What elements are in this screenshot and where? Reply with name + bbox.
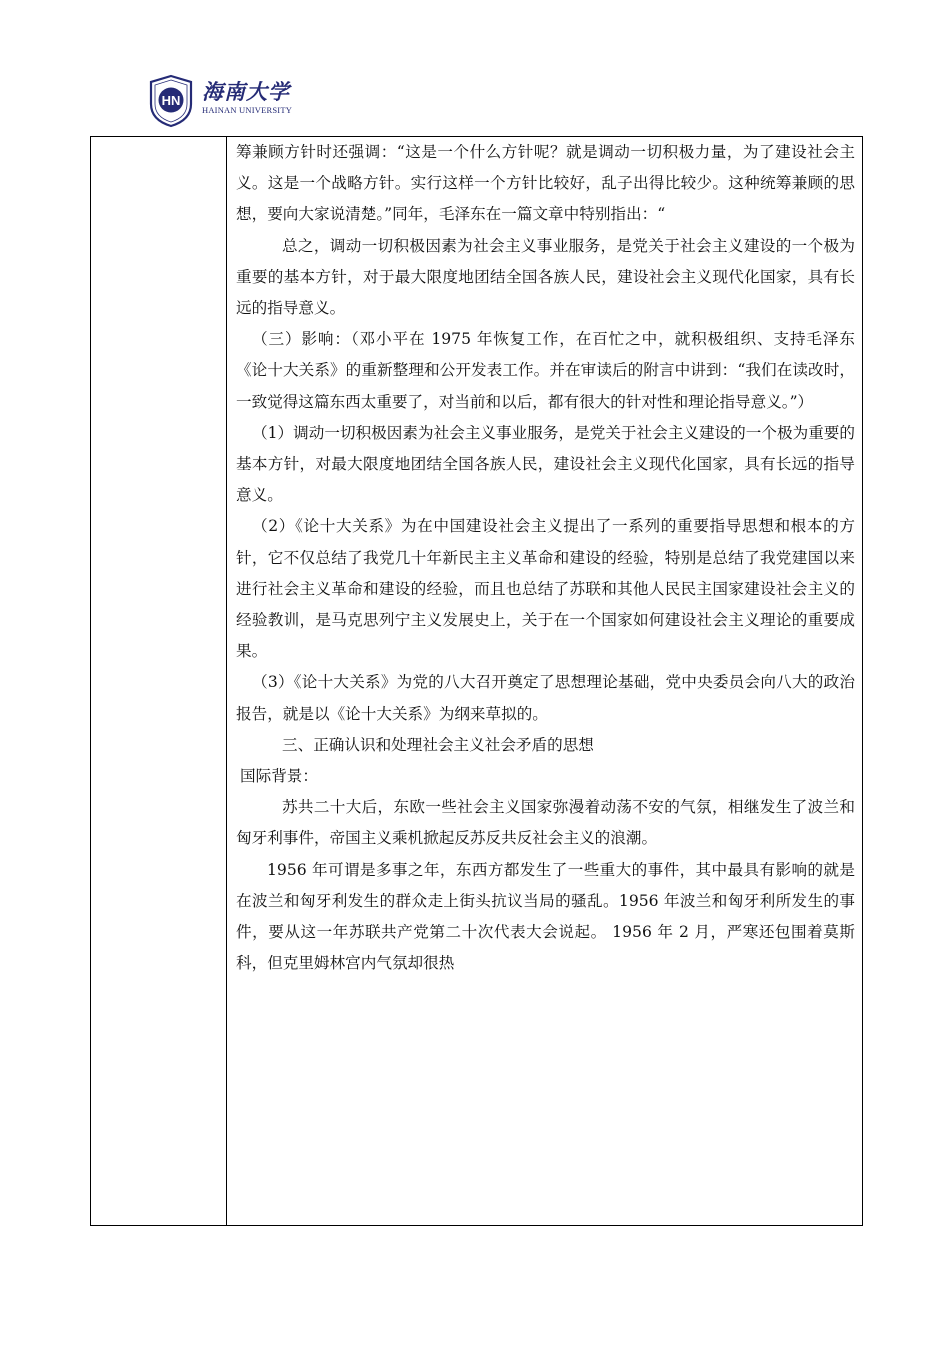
left-column-cell (91, 137, 227, 1226)
university-name-cn: 海南大学 (202, 80, 290, 104)
paragraph-2: 总之，调动一切积极因素为社会主义事业服务，是党关于社会主义建设的一个极为重要的基本方针，对于最大限度地团结全国各族人民，建设社会主义现代化国家，具有长远的指导意义。 (236, 236, 855, 318)
university-seal-icon (148, 74, 194, 128)
paragraph-3: （三）影响：（邓小平在 1975 年恢复工作，在百忙之中，就积极组织、支持毛泽东《论十大关系》的重新整理和公开发表工作。并在审读后的附言中讲到：“我们在读改时，一致觉得这篇东西太重要了，对当前和以后，都有很大的针对性和理论指导意义。”） (236, 330, 855, 411)
university-wordmark (202, 80, 292, 115)
subheading-background: 国际背景： (240, 767, 318, 786)
paragraph-5: （2）《论十大关系》为在中国建设社会主义提出了一系列的重要指导思想和根本的方针，它不仅总结了我党几十年新民主主义革命和建设的经验，特别是总结了我党建国以来进行社会主义革命和建设的经验，而且也总结了苏联和其他人民民主国家建设社会主义的经验教训，是马克思列宁主义发展史上，关于在一个国家如何建设社会主义理论的重要成果。 (236, 517, 855, 661)
document-table (90, 136, 863, 1226)
paragraph-7: 苏共二十大后，东欧一些社会主义国家弥漫着动荡不安的气氛，相继发生了波兰和匈牙利事件，帝国主义乘机掀起反苏反共反社会主义的浪潮。 (236, 798, 855, 848)
paragraph-1: 筹兼顾方针时还强调：“这是一个什么方针呢？就是调动一切积极力量，为了建设社会主义。这是一个战略方针。实行这样一个方针比较好，乱子出得比较少。这种统筹兼顾的思想，要向大家说清楚。”同年，毛泽东在一篇文章中特别指出：“ (236, 143, 855, 224)
page-header (148, 74, 368, 130)
paragraph-8: 1956 年可谓是多事之年，东西方都发生了一些重大的事件，其中最具有影响的就是在波兰和匈牙利发生的群众走上街头抗议当局的骚乱。1956 年波兰和匈牙利所发生的事件，要从这一年苏联共产党第二十次代表大会说起。 1956 年 2 月，严寒还包围着莫斯科，但克里姆林宫内气氛却很热 (236, 860, 855, 973)
paragraph-6: （3）《论十大关系》为党的八大召开奠定了思想理论基础，党中央委员会向八大的政治报告，就是以《论十大关系》为纲来草拟的。 (236, 673, 855, 723)
svg-text:HN: HN (161, 93, 181, 108)
section-heading: 三、正确认识和处理社会主义社会矛盾的思想 (282, 735, 594, 754)
paragraph-4: （1）调动一切积极因素为社会主义事业服务，是党关于社会主义建设的一个极为重要的基本方针，对最大限度地团结全国各族人民，建设社会主义现代化国家，具有长远的指导意义。 (236, 423, 855, 505)
content-cell (227, 137, 863, 1226)
university-name-en: HAINAN UNIVERSITY (202, 105, 293, 115)
